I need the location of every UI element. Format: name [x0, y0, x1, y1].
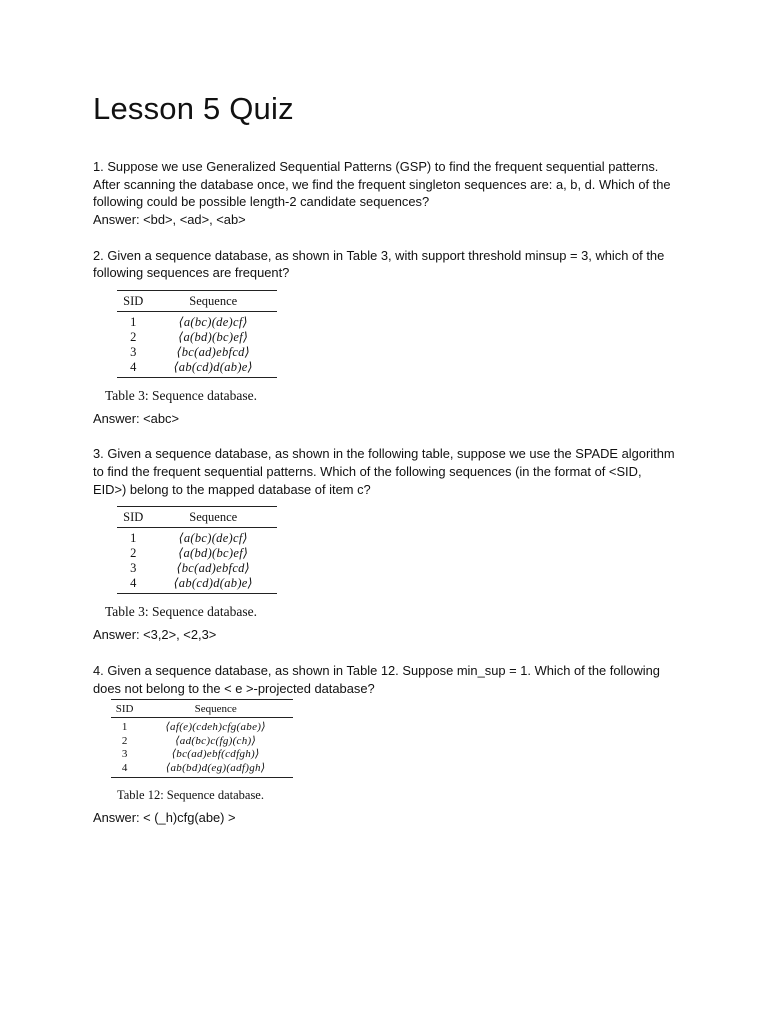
table-caption: Table 12: Sequence database.: [117, 788, 264, 803]
table-cell-sequence: ⟨a(bc)(de)cf⟩: [178, 531, 248, 546]
sequence-table-figure: [105, 506, 295, 620]
table-header-sid: SID: [117, 507, 149, 528]
sequence-table: [117, 506, 277, 594]
table-cell-sid: 3: [121, 748, 128, 761]
table-row: [117, 576, 277, 594]
table-row: [117, 546, 277, 561]
table-row: [117, 311, 277, 330]
table-cell-sequence: ⟨a(bc)(de)cf⟩: [178, 314, 248, 329]
sequence-table: [111, 699, 293, 778]
table-cell-sequence: ⟨ab(cd)d(ab)e⟩: [149, 576, 277, 594]
table-cell-sequence: ⟨ab(bd)d(eg)(adf)gh⟩: [138, 762, 293, 778]
table-cell-sid: 3: [130, 344, 137, 359]
table-row: [111, 762, 293, 778]
question-2-text: 2. Given a sequence database, as shown in Table 3, with support threshold minsup = 3, which of the following sequences are frequent?: [93, 247, 665, 281]
table-row: [117, 330, 277, 345]
question-1-answer: Answer: <bd>, <ad>, <ab>: [93, 212, 246, 228]
question-1: [93, 158, 693, 229]
table-cell-sid: 2: [130, 546, 137, 561]
table-cell-sid: 2: [121, 734, 128, 747]
table-cell-sid: 3: [130, 561, 137, 576]
table-cell-sequence: ⟨a(bd)(bc)ef⟩: [178, 329, 249, 344]
sequence-table-figure: [105, 290, 295, 404]
table-row: [111, 748, 293, 762]
question-4: [93, 662, 693, 827]
sequence-table: [117, 290, 277, 378]
question-3-answer: Answer: <3,2>, <2,3>: [93, 627, 217, 643]
table-cell-sequence: ⟨af(e)(cdeh)cfg(abe)⟩: [165, 721, 266, 734]
table-row: [111, 718, 293, 735]
table-cell-sid: 1: [130, 314, 137, 329]
table-cell-sequence: ⟨ab(cd)d(ab)e⟩: [149, 360, 277, 378]
question-2: [93, 247, 693, 428]
question-3: [93, 445, 693, 644]
table-cell-sequence: ⟨ad(bc)c(fg)(ch)⟩: [175, 734, 257, 747]
table-header-sequence: Sequence: [149, 290, 277, 311]
table-cell-sid: 4: [117, 360, 149, 378]
table-cell-sid: 4: [111, 762, 138, 778]
table-row: [117, 360, 277, 378]
table-header-sid: SID: [111, 700, 138, 718]
table-cell-sid: 2: [130, 329, 137, 344]
document-page: [93, 88, 693, 827]
question-2-answer: Answer: <abc>: [93, 410, 179, 426]
table-header-sequence: Sequence: [138, 700, 293, 718]
question-4-answer: Answer: < (_h)cfg(abe) >: [93, 810, 236, 826]
table-header-sequence: Sequence: [149, 507, 277, 528]
table-cell-sid: 1: [121, 721, 128, 734]
question-3-text: 3. Given a sequence database, as shown in the following table, suppose we use the SPADE algorithm to find the frequent sequential patterns. Which of the following sequences (in the format of <SID, EID>) belong to the mapped database of item c?: [93, 446, 675, 497]
table-row: [117, 561, 277, 576]
question-1-text: 1. Suppose we use Generalized Sequential Patterns (GSP) to find the frequent sequential patterns. After scanning the database once, we find the frequent singleton sequences are: a, b, d. Which of the following could be possible length-2 candidate sequences?: [93, 159, 671, 210]
table-row: [111, 735, 293, 749]
question-4-text: 4. Given a sequence database, as shown in Table 12. Suppose min_sup = 1. Which of the following does not belong to the < e >-projected database?: [93, 662, 660, 696]
table-row: [117, 345, 277, 360]
table-cell-sequence: ⟨bc(ad)ebf(cdfgh)⟩: [171, 748, 260, 761]
table-header-sid: SID: [117, 290, 149, 311]
table-cell-sequence: ⟨bc(ad)ebfcd⟩: [176, 344, 250, 359]
table-caption: Table 3: Sequence database.: [105, 604, 257, 620]
table-cell-sequence: ⟨a(bd)(bc)ef⟩: [178, 546, 249, 561]
sequence-table-figure: [107, 699, 305, 803]
table-caption: Table 3: Sequence database.: [105, 387, 257, 403]
table-cell-sequence: ⟨bc(ad)ebfcd⟩: [176, 561, 250, 576]
page-title: Lesson 5 Quiz: [93, 91, 294, 126]
table-cell-sid: 1: [130, 531, 137, 546]
table-cell-sid: 4: [117, 576, 149, 594]
table-row: [117, 528, 277, 547]
